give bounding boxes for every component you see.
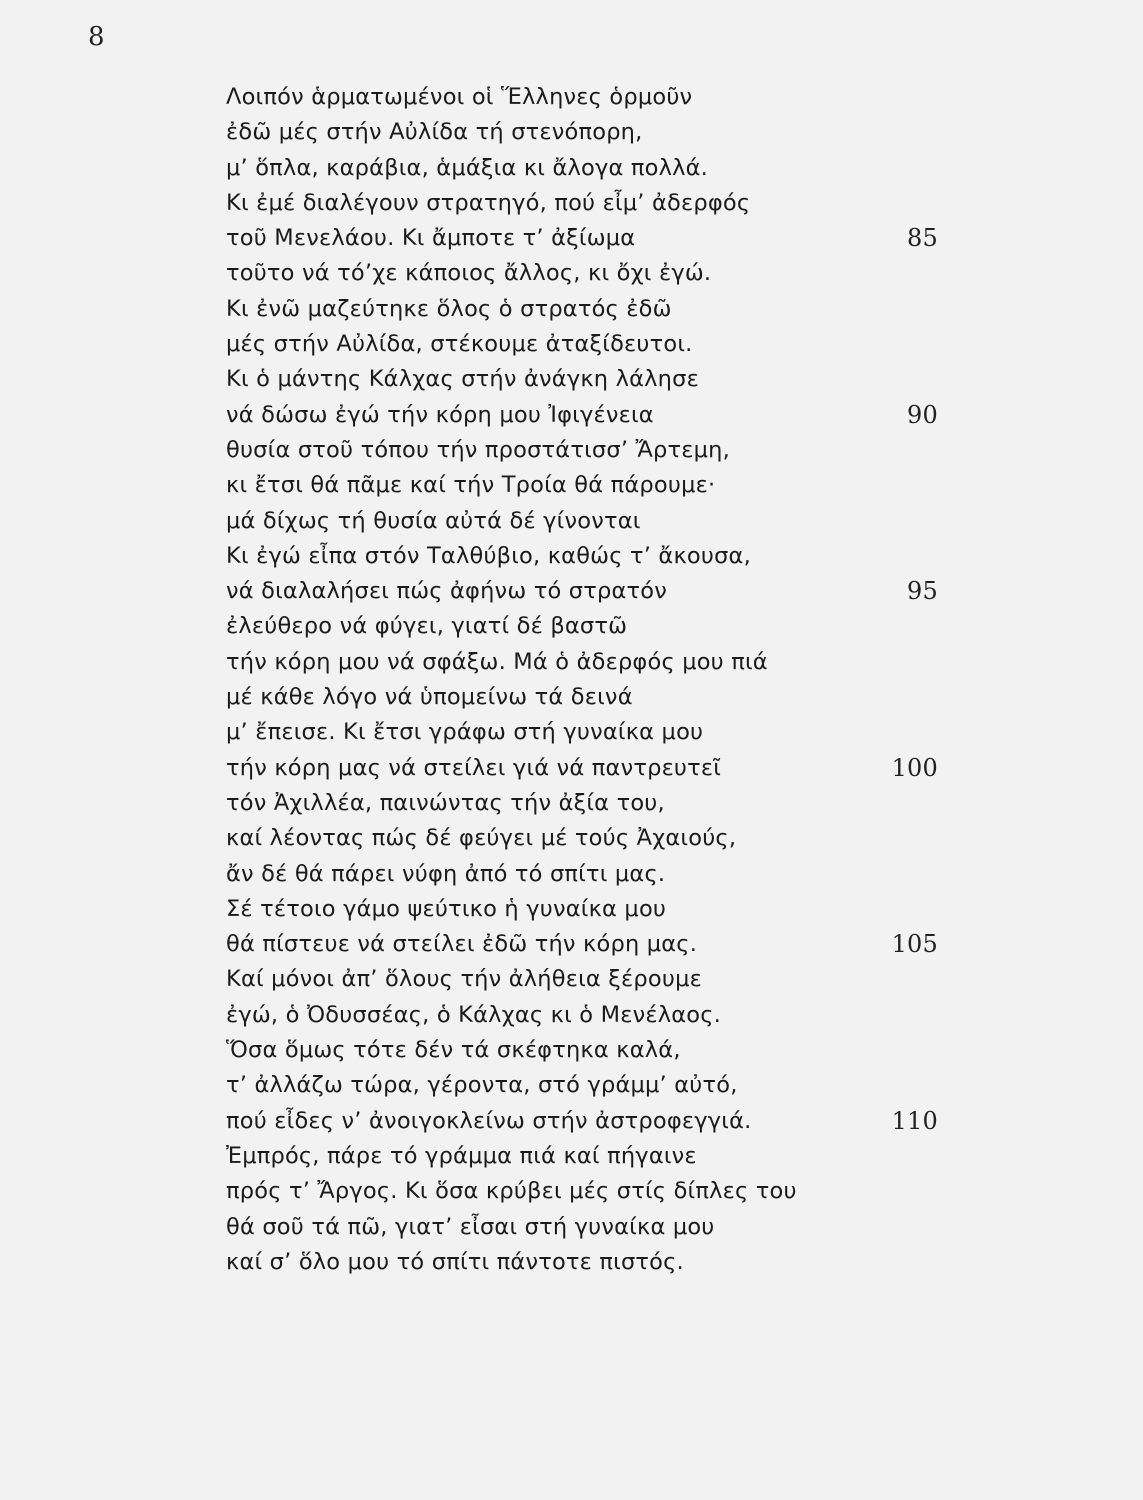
poem-line-text: τοῦτο νά τό’χε κάποιος ἄλλος, κι ὄχι ἐγώ. — [226, 260, 712, 287]
poem-line — [226, 327, 1106, 362]
line-number: 95 — [907, 577, 938, 606]
poem-line — [226, 998, 1106, 1033]
line-number: 110 — [891, 1106, 938, 1135]
poem-line-text: θά σοῦ τά πῶ, γιατ’ εἶσαι στή γυναίκα μου — [226, 1213, 715, 1240]
poem-line-text: μά δίχως τή θυσία αὐτά δέ γίνονται — [226, 507, 641, 534]
poem-line-text: τοῦ Μενελάου. Κι ἄμποτε τ’ ἀξίωμα — [226, 225, 636, 252]
poem-line-text: τήν κόρη μου νά σφάξω. Μά ὁ ἀδερφός μου πιά — [226, 648, 768, 675]
poem-line — [226, 468, 1106, 503]
poem-line — [226, 1068, 1106, 1103]
poem-line — [226, 151, 1106, 186]
poem-line — [226, 892, 1106, 927]
poem-line — [226, 1033, 1106, 1068]
poem-line — [226, 221, 1106, 256]
poem-line-text: νά διαλαλήσει πώς ἀφήνω τό στρατόν — [226, 578, 667, 605]
poem-line — [226, 645, 1106, 680]
poem-line — [226, 574, 1106, 609]
poem-line-text: Ὅσα ὅμως τότε δέν τά σκέφτηκα καλά, — [226, 1037, 681, 1064]
poem-line — [226, 927, 1106, 962]
poem-line-text: τήν κόρη μας νά στείλει γιά νά παντρευτεῖ — [226, 754, 722, 781]
poem-text — [226, 80, 1106, 1280]
poem-line-text: καί σ’ ὅλο μου τό σπίτι πάντοτε πιστός. — [226, 1248, 684, 1275]
poem-line-text: κι ἔτσι θά πᾶμε καί τήν Τροία θά πάρουμε· — [226, 472, 716, 499]
poem-line-text: μέ κάθε λόγο νά ὑπομείνω τά δεινά — [226, 684, 633, 711]
poem-line — [226, 1245, 1106, 1280]
poem-line-text: Λοιπόν ἁρματωμένοι οἱ Ἕλληνες ὁρμοῦν — [226, 84, 693, 110]
poem-line-text: Κι ἐγώ εἶπα στόν Ταλθύβιο, καθώς τ’ ἄκουσα, — [226, 542, 751, 569]
poem-line-text: ἐλεύθερο νά φύγει, γιατί δέ βαστῶ — [226, 613, 628, 640]
poem-line — [226, 362, 1106, 397]
poem-line — [226, 1210, 1106, 1245]
poem-line-text: Σέ τέτοιο γάμο ψεύτικο ἡ γυναίκα μου — [226, 895, 667, 922]
line-number: 90 — [907, 400, 938, 429]
poem-line — [226, 115, 1106, 150]
poem-line — [226, 715, 1106, 750]
poem-line — [226, 1174, 1106, 1209]
poem-line-text: θά πίστευε νά στείλει ἐδῶ τήν κόρη μας. — [226, 931, 698, 958]
poem-line-text: καί λέοντας πώς δέ φεύγει μέ τούς Ἀχαιούς, — [226, 825, 737, 852]
poem-line-text: Ἐμπρός, πάρε τό γράμμα πιά καί πήγαινε — [226, 1142, 697, 1169]
poem-line-text: τ’ ἀλλάζω τώρα, γέροντα, στό γράμμ’ αὐτό, — [226, 1072, 738, 1099]
poem-line — [226, 186, 1106, 221]
line-number: 85 — [907, 224, 938, 253]
poem-line-text: μ’ ἔπεισε. Κι ἔτσι γράφω στή γυναίκα μου — [226, 719, 704, 746]
poem-line — [226, 680, 1106, 715]
poem-line-text: τόν Ἀχιλλέα, παινώντας τήν ἀξία του, — [226, 789, 665, 816]
poem-line — [226, 821, 1106, 856]
poem-line-text: πρός τ’ Ἄργος. Κι ὅσα κρύβει μές στίς δίπλες του — [226, 1178, 797, 1205]
line-number: 105 — [891, 930, 938, 959]
line-number: 100 — [891, 753, 938, 782]
poem-line — [226, 786, 1106, 821]
poem-line-text: μές στήν Αὐλίδα, στέκουμε ἀταξίδευτοι. — [226, 331, 693, 358]
poem-line-text: Κι ἐμέ διαλέγουν στρατηγό, πού εἶμ’ ἀδερφός — [226, 189, 751, 216]
poem-line — [226, 256, 1106, 291]
poem-line-text: Κι ἐνῶ μαζεύτηκε ὅλος ὁ στρατός ἐδῶ — [226, 295, 672, 322]
poem-line-text: μ’ ὅπλα, καράβια, ἁμάξια κι ἄλογα πολλά. — [226, 154, 708, 181]
poem-line-text: ἐγώ, ὁ Ὀδυσσέας, ὁ Κάλχας κι ὁ Μενέλαος. — [226, 1001, 721, 1028]
poem-line — [226, 1104, 1106, 1139]
poem-line-text: ἐδῶ μές στήν Αὐλίδα τή στενόπορη, — [226, 119, 643, 146]
poem-line-text: Κι ὁ μάντης Κάλχας στήν ἀνάγκη λάλησε — [226, 366, 699, 393]
poem-line — [226, 857, 1106, 892]
poem-line — [226, 1139, 1106, 1174]
page-number: 8 — [88, 22, 105, 52]
poem-line-text: Καί μόνοι ἀπ’ ὅλους τήν ἀλήθεια ξέρουμε — [226, 966, 702, 993]
poem-line — [226, 962, 1106, 997]
poem-line-text: νά δώσω ἐγώ τήν κόρη μου Ἰφιγένεια — [226, 401, 654, 428]
poem-line — [226, 609, 1106, 644]
poem-line — [226, 80, 1106, 115]
poem-line-text: πού εἶδες ν’ ἀνοιγοκλείνω στήν ἀστροφεγγιά. — [226, 1107, 752, 1134]
poem-line-text: ἄν δέ θά πάρει νύφη ἀπό τό σπίτι μας. — [226, 860, 666, 887]
poem-line — [226, 398, 1106, 433]
poem-line — [226, 504, 1106, 539]
poem-line — [226, 433, 1106, 468]
poem-line — [226, 751, 1106, 786]
poem-line — [226, 292, 1106, 327]
poem-line — [226, 539, 1106, 574]
poem-line-text: θυσία στοῦ τόπου τήν προστάτισσ’ Ἄρτεμη, — [226, 436, 730, 463]
